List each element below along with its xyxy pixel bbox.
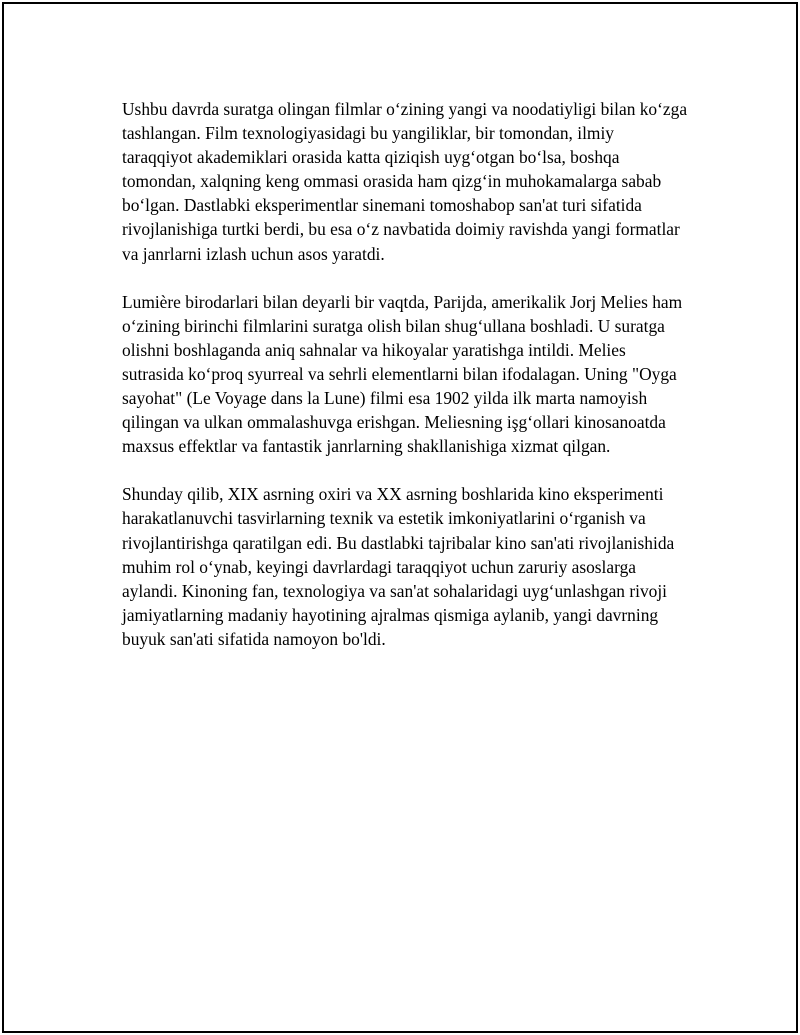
paragraph-1: Ushbu davrda suratga olingan filmlar o‘zining yangi va noodatiyligi bilan ko‘zga tashlangan. Film texnologiyasidagi bu yangiliklar, bir tomondan, ilmiy taraqqiyot akademiklari orasida katta qiziqish uyg‘otgan bo‘lsa, boshqa tomondan, xalqning keng ommasi orasida ham qizg‘in muhokamalarga sabab bo‘lgan. Dastlabki eksperimentlar sinemani tomoshabop san'at turi sifatida rivojlanishiga turtki berdi, bu esa o‘z navbatida doimiy ravishda yangi formatlar va janrlarni izlash uchun asos yaratdi.	[122, 99, 688, 264]
paragraph-2: Lumière birodarlari bilan deyarli bir vaqtda, Parijda, amerikalik Jorj Melies ham o‘zining birinchi filmlarini suratga olish bilan shug‘ullana boshladi. U suratga olishni boshlaganda aniq sahnalar va hikoyalar yaratishga intildi. Melies sutrasida ko‘proq syurreal va sehrli elementlarni bilan ifodalagan. Uning "Oyga sayohat" (Le Voyage dans la Lune) filmi esa 1902 yilda ilk marta namoyish qilingan va ulkan ommalashuvga erishgan. Meliesning işg‘ollari kinosanoatda maxsus effektlar va fantastik janrlarning shakllanishiga xizmat qilgan.	[122, 291, 683, 457]
page-frame	[2, 2, 798, 1033]
paragraph-3: Shunday qilib, XIX asrning oxiri va XX asrning boshlarida kino eksperimenti harakatlanuvchi tasvirlarning texnik va estetik imkoniyatlarini o‘rganish va rivojlantirishga qaratilgan edi. Bu dastlabki tajribalar kino san'ati rivojlanishida muhim rol o‘ynab, keyingi davrlardagi taraqqiyot uchun zaruriy asoslarga aylandi. Kinoning fan, texnologiya va san'at sohalaridagi uyg‘unlashgan rivoji jamiyatlarning madaniy hayotining ajralmas qismiga aylanib, yangi davrning buyuk san'ati sifatida namoyon bo'ldi.	[122, 484, 675, 649]
document-body	[122, 97, 688, 675]
